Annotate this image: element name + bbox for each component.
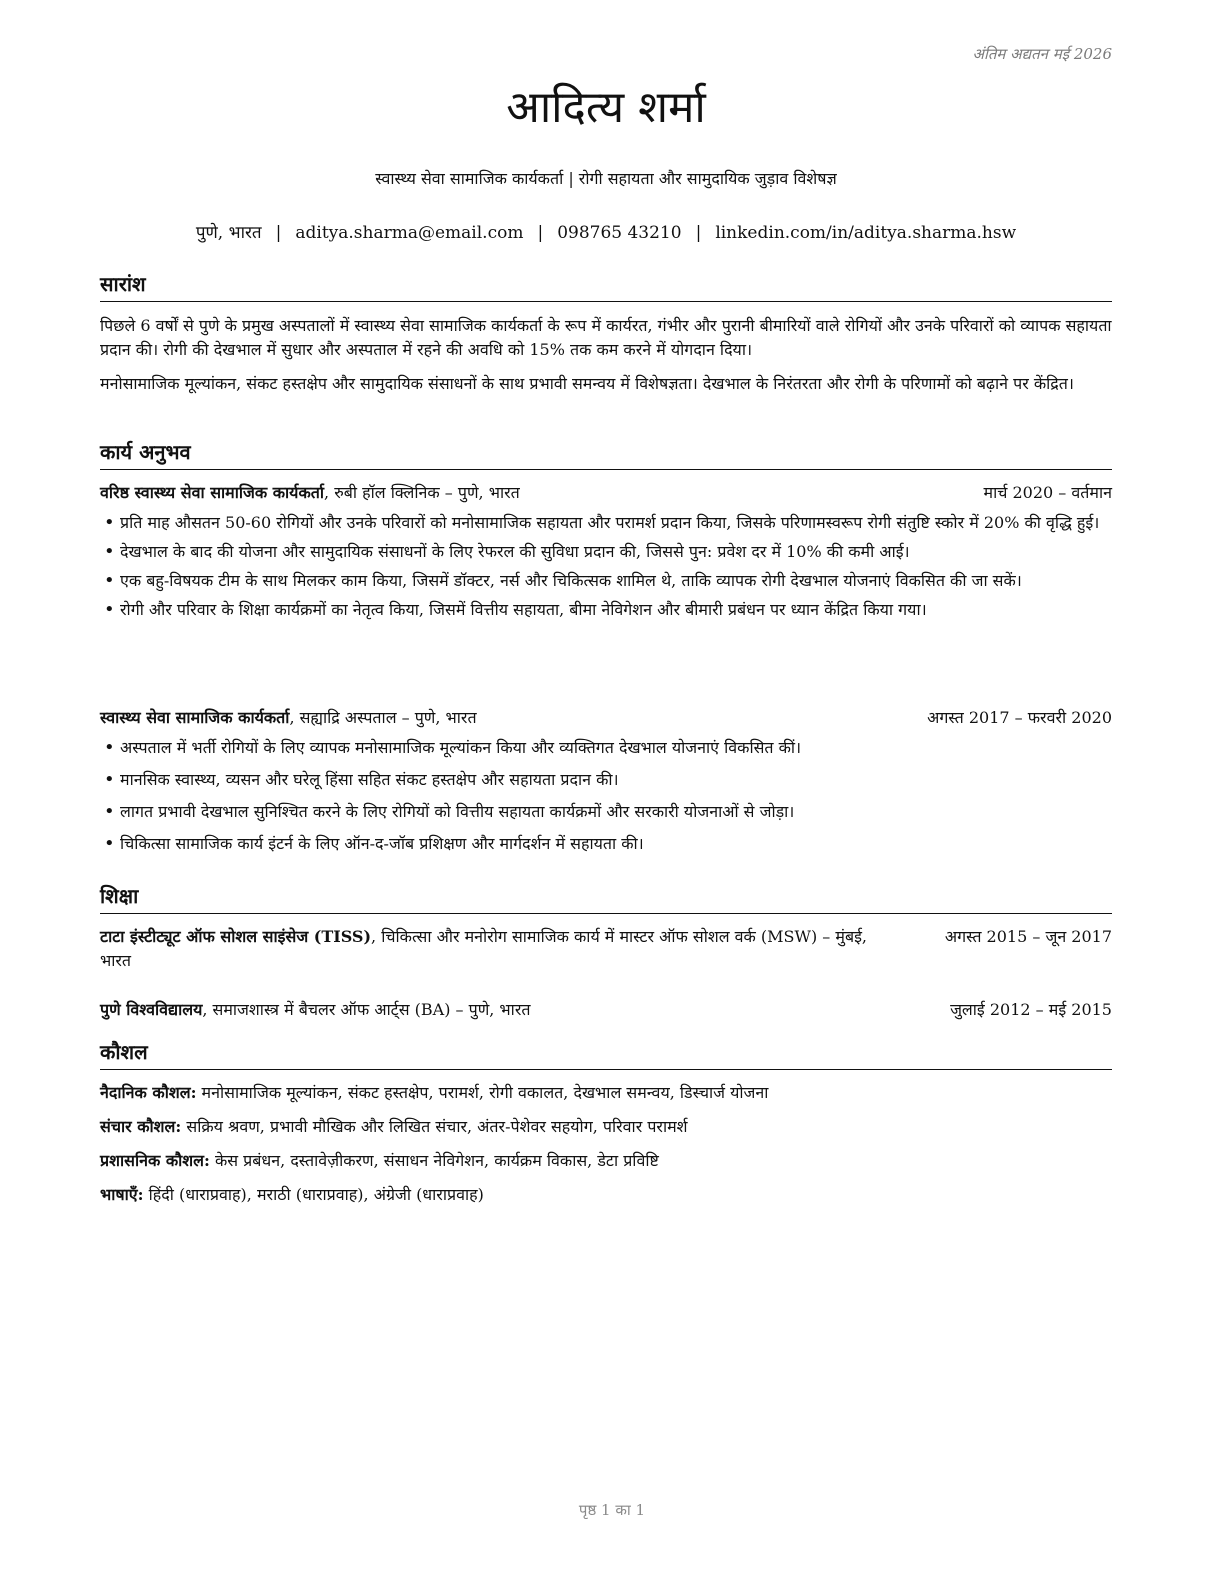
job-dates: मार्च 2020 – वर्तमान (983, 483, 1112, 502)
skill-label: प्रशासनिक कौशल: (100, 1151, 210, 1170)
education-dates: जुलाई 2012 – मई 2015 (950, 1000, 1112, 1019)
job-header (100, 706, 1112, 730)
summary-paragraph-1: पिछले 6 वर्षों से पुणे के प्रमुख अस्पतालों में स्वास्थ्य सेवा सामाजिक कार्यकर्ता के रूप में कार्यरत, गंभीर और पुरानी बीमारियों वाले रोगियों और उनके परिवारों को व्यापक सहायता प्रदान की। रोगी की देखभाल में सुधार और अस्पताल में रहने की अवधि को 15% तक कम करने में योगदान दिया। (100, 316, 1112, 359)
last-updated: अंतिम अद्यतन मई 2026 (972, 45, 1112, 63)
contact-separator: | (537, 223, 544, 243)
list-item: • प्रति माह औसतन 50-60 रोगियों और उनके परिवारों को मनोसामाजिक सहायता और परामर्श प्रदान किया, जिसके परिणामस्वरूप रोगी संतुष्टि स्कोर में 20% की वृद्धि हुई। (100, 511, 1112, 535)
job-organization: , रुबी हॉल क्लिनिक – पुणे, भारत (324, 483, 520, 502)
section-title-summary: सारांश (100, 270, 1112, 302)
skill-row-clinical (100, 1081, 1112, 1105)
list-item: • अस्पताल में भर्ती रोगियों के लिए व्यापक मनोसामाजिक मूल्यांकन किया और व्यक्तिगत देखभाल योजनाएं विकसित कीं। (100, 736, 1112, 760)
list-item: • एक बहु-विषयक टीम के साथ मिलकर काम किया, जिसमें डॉक्टर, नर्स और चिकित्सक शामिल थे, ताकि व्यापक रोगी देखभाल योजनाएं विकसित की जा सकें। (100, 569, 1112, 593)
education-entry (100, 998, 1112, 1022)
section-title-skills: कौशल (100, 1038, 1112, 1070)
job-title: वरिष्ठ स्वास्थ्य सेवा सामाजिक कार्यकर्ता (100, 483, 325, 502)
school-name: टाटा इंस्टीट्यूट ऑफ सोशल साइंसेज (TISS) (100, 927, 372, 946)
contact-line (100, 220, 1112, 243)
page-number: पृष्ठ 1 का 1 (578, 1501, 646, 1519)
candidate-name: आदित्य शर्मा (506, 82, 706, 133)
skill-value: मनोसामाजिक मूल्यांकन, संकट हस्तक्षेप, परामर्श, रोगी वकालत, देखभाल समन्वय, डिस्चार्ज योजना (196, 1083, 769, 1102)
skill-row-communication (100, 1115, 1112, 1139)
job-bullets (100, 736, 1112, 856)
list-item: • देखभाल के बाद की योजना और सामुदायिक संसाधनों के लिए रेफरल की सुविधा प्रदान की, जिससे पुन: प्रवेश दर में 10% की कमी आई। (100, 540, 1112, 564)
section-title-education: शिक्षा (100, 882, 1112, 914)
degree-detail: , समाजशास्त्र में बैचलर ऑफ आर्ट्स (BA) – पुणे, भारत (202, 1000, 531, 1019)
skill-row-languages (100, 1183, 1112, 1207)
degree-detail: , चिकित्सा और मनोरोग सामाजिक कार्य में मास्टर ऑफ सोशल वर्क (MSW) – मुंबई, भारत (100, 927, 868, 970)
summary-paragraph-2: मनोसामाजिक मूल्यांकन, संकट हस्तक्षेप और सामुदायिक संसाधनों के साथ प्रभावी समन्वय में विशेषज्ञता। देखभाल के निरंतरता और रोगी के परिणामों को बढ़ाने पर केंद्रित। (100, 374, 1074, 393)
skill-value: हिंदी (धाराप्रवाह), मराठी (धाराप्रवाह), अंग्रेजी (धाराप्रवाह) (143, 1185, 484, 1204)
job-bullets (100, 511, 1112, 622)
contact-phone[interactable]: 098765 43210 (557, 223, 682, 243)
contact-email[interactable]: aditya.sharma@email.com (295, 223, 524, 243)
list-item: • चिकित्सा सामाजिक कार्य इंटर्न के लिए ऑन-द-जॉब प्रशिक्षण और मार्गदर्शन में सहायता की। (100, 832, 1112, 856)
job-organization: , सह्याद्रि अस्पताल – पुणे, भारत (289, 708, 477, 727)
job-header (100, 481, 1112, 505)
section-title-experience: कार्य अनुभव (100, 438, 1112, 470)
skill-label: नैदानिक कौशल: (100, 1083, 197, 1102)
skill-value: केस प्रबंधन, दस्तावेज़ीकरण, संसाधन नेविगेशन, कार्यक्रम विकास, डेटा प्रविष्टि (209, 1151, 659, 1170)
list-item: • लागत प्रभावी देखभाल सुनिश्चित करने के लिए रोगियों को वित्तीय सहायता कार्यक्रमों और सरकारी योजनाओं से जोड़ा। (100, 800, 1112, 824)
skill-row-administrative (100, 1149, 1112, 1173)
skill-value: सक्रिय श्रवण, प्रभावी मौखिक और लिखित संचार, अंतर-पेशेवर सहयोग, परिवार परामर्श (181, 1117, 688, 1136)
contact-separator: | (275, 223, 282, 243)
job-dates: अगस्त 2017 – फरवरी 2020 (927, 708, 1112, 727)
school-name: पुणे विश्वविद्यालय (100, 1000, 203, 1019)
skill-label: भाषाएँ: (100, 1185, 144, 1204)
contact-separator: | (695, 223, 702, 243)
job-title: स्वास्थ्य सेवा सामाजिक कार्यकर्ता (100, 708, 290, 727)
list-item: • मानसिक स्वास्थ्य, व्यसन और घरेलू हिंसा सहित संकट हस्तक्षेप और सहायता प्रदान की। (100, 768, 1112, 792)
contact-linkedin[interactable]: linkedin.com/in/aditya.sharma.hsw (715, 223, 1017, 243)
skill-label: संचार कौशल: (100, 1117, 182, 1136)
contact-location: पुणे, भारत (195, 223, 262, 243)
headline: स्वास्थ्य सेवा सामाजिक कार्यकर्ता | रोगी सहायता और सामुदायिक जुड़ाव विशेषज्ञ (375, 169, 837, 188)
list-item: • रोगी और परिवार के शिक्षा कार्यक्रमों का नेतृत्व किया, जिसमें वित्तीय सहायता, बीमा नेविगेशन और बीमारी प्रबंधन पर ध्यान केंद्रित किया गया। (100, 598, 1112, 622)
education-entry (100, 925, 1112, 973)
education-dates: अगस्त 2015 – जून 2017 (944, 927, 1112, 946)
